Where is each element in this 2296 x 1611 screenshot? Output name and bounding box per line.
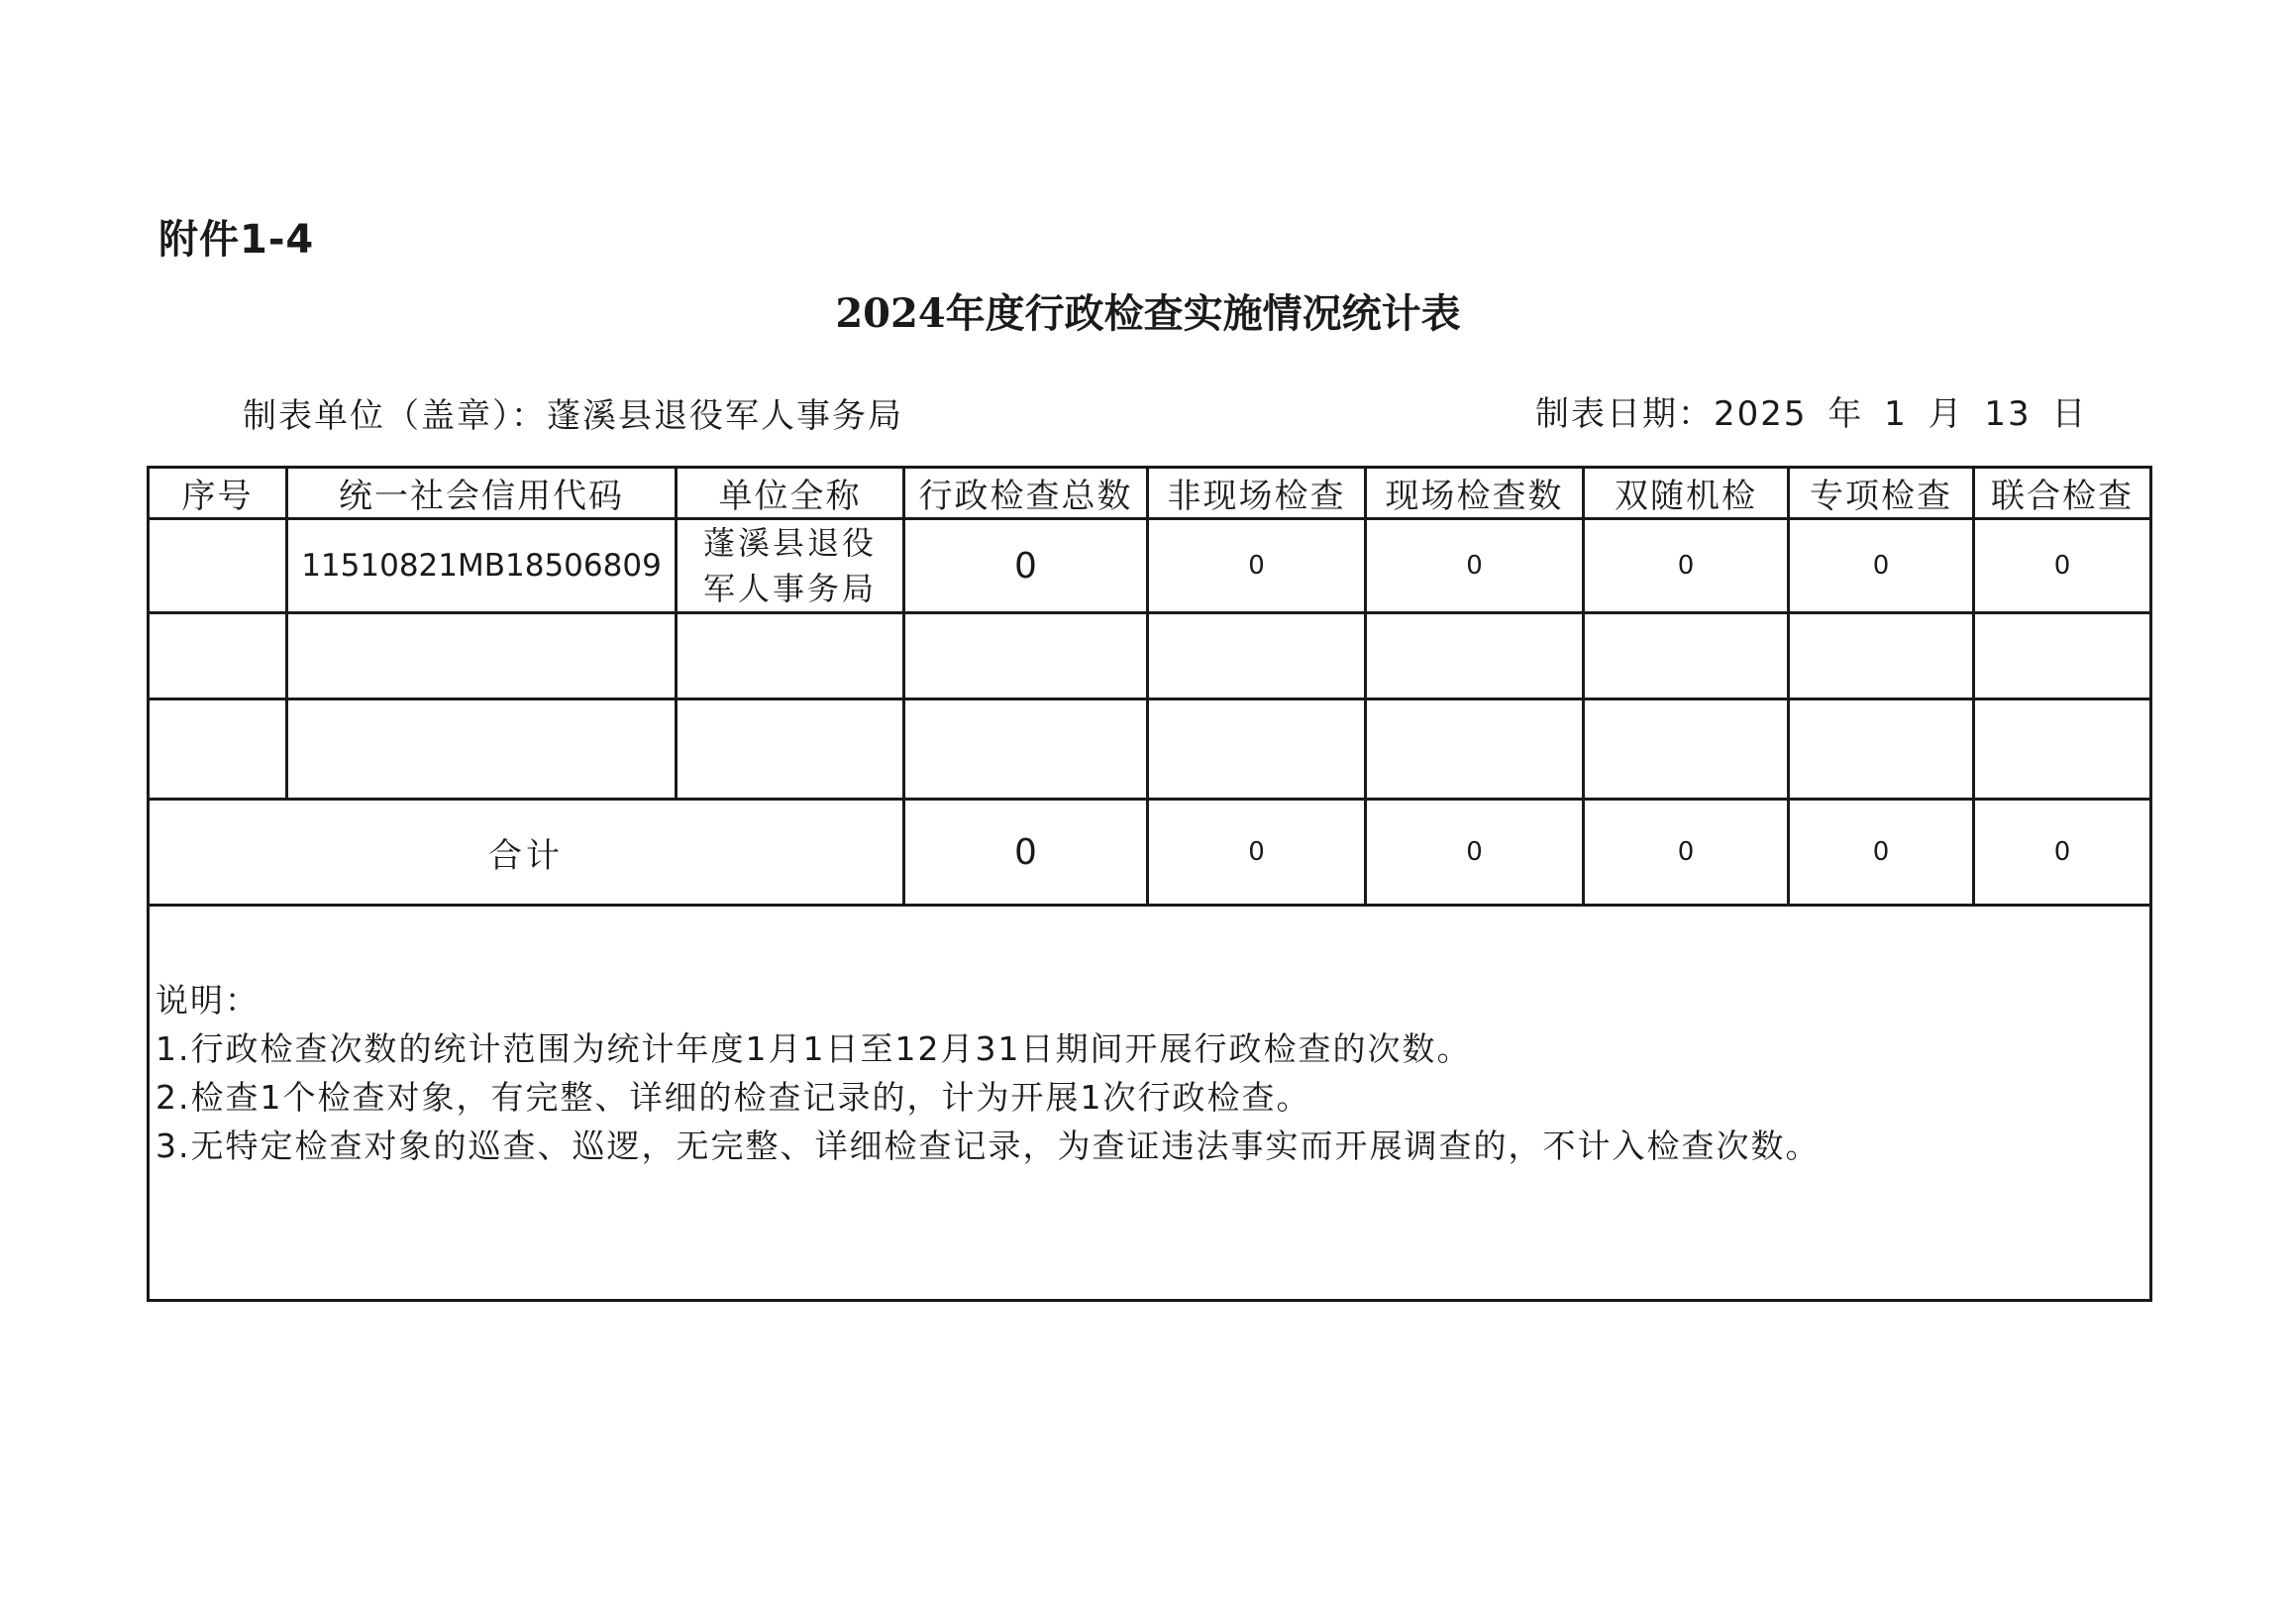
preparing-date: 制表日期：2025 年 1 月 13 日 [1535, 394, 2088, 434]
empty-cell [1789, 699, 1974, 800]
unit-name-line2: 军人事务局 [702, 570, 877, 607]
header-credit-code: 统一社会信用代码 [287, 468, 677, 519]
total-row [149, 800, 2151, 906]
cell-unit-name [677, 519, 904, 613]
empty-cell [149, 613, 287, 699]
statistics-table [147, 466, 2152, 1302]
empty-cell [1974, 613, 2151, 699]
header-seq: 序号 [149, 468, 287, 519]
total-cell-total: 0 [904, 800, 1148, 906]
empty-cell [904, 613, 1148, 699]
cell-joint: 0 [1974, 519, 2151, 613]
total-cell-onsite: 0 [1366, 800, 1584, 906]
table-row [149, 519, 2151, 613]
empty-cell [1789, 613, 1974, 699]
cell-onsite: 0 [1366, 519, 1584, 613]
cell-offsite: 0 [1148, 519, 1366, 613]
empty-cell [287, 613, 677, 699]
total-cell-random: 0 [1584, 800, 1789, 906]
empty-cell [677, 613, 904, 699]
table-row-empty [149, 699, 2151, 800]
empty-cell [1974, 699, 2151, 800]
empty-cell [1366, 613, 1584, 699]
note-item-1: 1.行政检查次数的统计范围为统计年度1月1日至12月31日期间开展行政检查的次数。 [156, 1029, 1472, 1068]
header-random-inspections: 双随机检 [1584, 468, 1789, 519]
notes-section [149, 906, 2151, 1301]
header-onsite-inspections: 现场检查数 [1366, 468, 1584, 519]
cell-credit-code: 11510821MB18506809 [287, 519, 677, 613]
attachment-label: 附件1-4 [158, 217, 315, 263]
total-cell-special: 0 [1789, 800, 1974, 906]
header-row [149, 468, 2151, 519]
empty-cell [287, 699, 677, 800]
notes-heading: 说明： [156, 981, 260, 1020]
empty-cell [1148, 699, 1366, 800]
empty-cell [904, 699, 1148, 800]
header-offsite-inspections: 非现场检查 [1148, 468, 1366, 519]
empty-cell [149, 699, 287, 800]
total-label: 合计 [149, 800, 904, 906]
note-item-2: 2.检查1个检查对象，有完整、详细的检查记录的，计为开展1次行政检查。 [156, 1078, 1311, 1117]
empty-cell [1148, 613, 1366, 699]
unit-name-line1: 蓬溪县退役 [702, 524, 877, 562]
cell-seq [149, 519, 287, 613]
empty-cell [1584, 699, 1789, 800]
preparing-unit: 制表单位（盖章）：蓬溪县退役军人事务局 [243, 396, 903, 436]
table-row-empty [149, 613, 2151, 699]
empty-cell [1366, 699, 1584, 800]
total-cell-joint: 0 [1974, 800, 2151, 906]
document-title: 2024年度行政检查实施情况统计表 [835, 290, 1461, 337]
header-special-inspections: 专项检查 [1789, 468, 1974, 519]
header-joint-inspections: 联合检查 [1974, 468, 2151, 519]
header-total-inspections: 行政检查总数 [904, 468, 1148, 519]
total-cell-offsite: 0 [1148, 800, 1366, 906]
notes-row [149, 906, 2151, 1301]
cell-total: 0 [904, 519, 1148, 613]
empty-cell [677, 699, 904, 800]
cell-random: 0 [1584, 519, 1789, 613]
header-unit-name: 单位全称 [677, 468, 904, 519]
empty-cell [1584, 613, 1789, 699]
cell-special: 0 [1789, 519, 1974, 613]
note-item-3: 3.无特定检查对象的巡查、巡逻，无完整、详细检查记录，为查证违法事实而开展调查的，不计入检查次数。 [156, 1127, 1821, 1165]
